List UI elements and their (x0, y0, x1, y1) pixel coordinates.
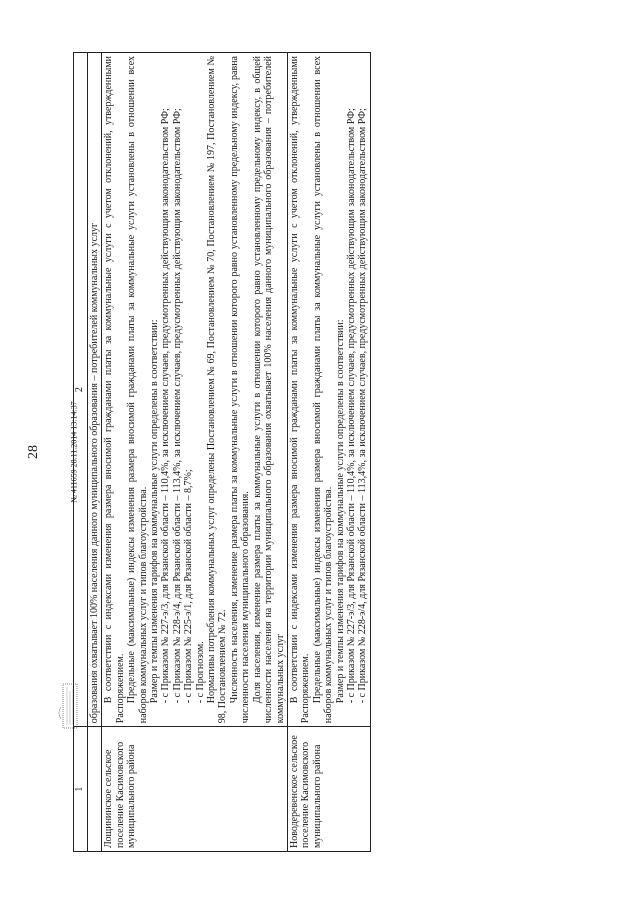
paragraph: Размер и темпы изменения тарифов на коммунальные услуги определены в соответствии: (149, 319, 161, 704)
paragraph: - с Прогнозом. (194, 641, 206, 704)
paragraph: Предельные (максимальные) индексы изменения размера вносимой гражданами платы за коммунальные услуги установлены в отношении всех наборов коммунальных услуг и типов благоустройства. (311, 56, 335, 724)
paragraph: - с Приказом № 225-э/1, для Рязанской области – 8,7%; (183, 469, 195, 704)
continuation-text: образования охватывает 100% населения данного муниципального образования – потребителей коммунальных услуг (89, 222, 100, 724)
continuation-cell (88, 53, 102, 727)
paragraph: Размер и темпы изменения тарифов на коммунальные услуги определены в соответствии: (334, 319, 346, 704)
paragraph: Нормативы потребления коммунальных услуг определены Постановлением № 69, Постановлением № 70, Постановлением № 197, Постановлением № 98, Постановлением № 72. (206, 56, 229, 724)
paragraph: - с Приказом № 227-э/3, для Рязанской области – 110,4%, за исключением случаев, предусмотренных действующим законодательством РФ; (160, 108, 172, 704)
paragraph: - с Приказом № 228-э/4, для Рязанской области – 113,4%, за исключением случаев, предусмотренных действующим законодательством РФ; (171, 108, 183, 704)
header-col-2: 2 (74, 53, 88, 727)
paragraph: В соответствии с индексами изменения размера вносимой гражданами платы за коммунальные услуги с учетом отклонений, утвержденными Распоряжением. (288, 56, 312, 724)
table-row (88, 53, 102, 852)
paragraph: - с Приказом № 227-э/3, для Рязанской области – 110,4%, за исключением случаев, предусмотренных действующим законодательством РФ; (345, 108, 357, 704)
row-name-empty (88, 727, 102, 852)
tariff-table (73, 52, 371, 852)
table-row (102, 53, 288, 852)
paragraph: Численность населения, изменение размера платы за коммунальные услуги в отношении которого равно установленному предельному индексу, равна численности населения муниципального образования. (228, 56, 252, 724)
tariff-description (287, 53, 370, 727)
paragraph: Доля населения, изменение размера платы за коммунальные услуги в отношении которого равно установленному предельному индексу, в общей численности населения на территории муниципального образования охватывает 100% населения данного муниципального образования – потребителей коммунальных услуг (251, 56, 286, 724)
paragraph: - с Приказом № 228-э/4, для Рязанской области – 113,4%, за исключением случаев, предусмотренных действующим законодательством РФ; (357, 108, 369, 704)
table-row (287, 53, 370, 852)
municipality-name: Лощининское сельское поселение Касимовского муниципального района (102, 727, 288, 852)
paragraph: В соответствии с индексами изменения размера вносимой гражданами платы за коммунальные услуги с учетом отклонений, утвержденными Распоряжением. (103, 56, 126, 724)
table-header-row (74, 53, 88, 852)
rotated-page-content (73, 52, 578, 852)
page-number: 28 (26, 445, 41, 459)
header-col-1: 1 (74, 727, 88, 852)
municipality-name: Новодеревенское сельское поселение Касимовского муниципального района (287, 727, 370, 852)
tariff-description (102, 53, 288, 727)
paragraph: Предельные (максимальные) индексы изменения размера вносимой гражданами платы за коммунальные услуги установлены в отношении всех наборов коммунальных услуг и типов благоустройства. (126, 56, 149, 724)
document-registration-footer: № 411659 28.11.2014 13:14:37 (69, 401, 79, 503)
